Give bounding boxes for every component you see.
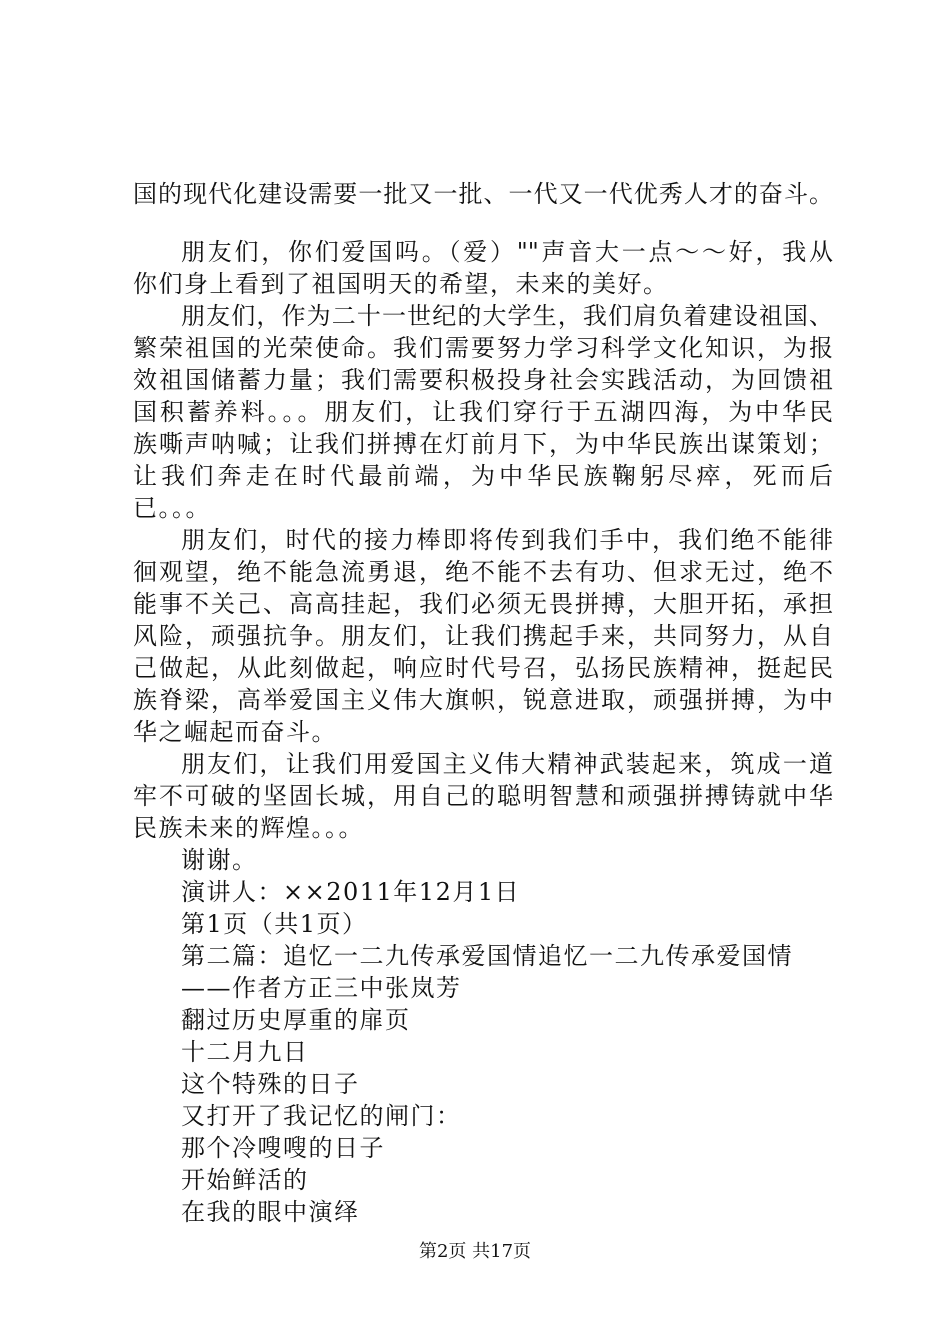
page-number-footer: 第2页 共17页 <box>418 1241 532 1262</box>
text-line: 朋友们，时代的接力棒即将传到我们手中，我们绝不能徘 <box>181 526 833 554</box>
text-line: 徊观望，绝不能急流勇退，绝不能不去有功、但求无过，绝不 <box>133 558 833 586</box>
section-heading: 第二篇：追忆一二九传承爱国情追忆一二九传承爱国情 <box>181 942 793 970</box>
text-line: 谢谢。 <box>181 846 258 874</box>
text-line: 牢不可破的坚固长城，用自己的聪明智慧和顽强拼搏铸就中华 <box>133 782 833 810</box>
text-line: 演讲人：××2011年12月1日 <box>181 878 521 906</box>
text-line: 国的现代化建设需要一批又一批、一代又一代优秀人才的奋斗。 <box>133 180 833 208</box>
text-line: 国积蓄养料。。。朋友们，让我们穿行于五湖四海，为中华民 <box>133 398 833 426</box>
text-line: 能事不关己、高高挂起，我们必须无畏拼搏，大胆开拓，承担 <box>133 590 833 618</box>
poem-line: 在我的眼中演绎 <box>181 1198 360 1226</box>
text-line: 风险，顽强抗争。朋友们，让我们携起手来，共同努力，从自 <box>133 622 833 650</box>
text-line: 己做起，从此刻做起，响应时代号召，弘扬民族精神，挺起民 <box>133 654 833 682</box>
text-line: 族脊梁，高举爱国主义伟大旗帜，锐意进取，顽强拼搏，为中 <box>133 686 833 714</box>
poem-line: 十二月九日 <box>181 1038 309 1066</box>
text-line: 民族未来的辉煌。。。 <box>133 814 364 842</box>
text-line: 朋友们，你们爱国吗。（爱）""声音大一点～～好，我从 <box>181 238 833 266</box>
poem-line: 那个冷嗖嗖的日子 <box>181 1134 385 1162</box>
text-line: 效祖国储蓄力量；我们需要积极投身社会实践活动，为回馈祖 <box>133 366 833 394</box>
text-line: 已。。。 <box>133 494 211 522</box>
poem-line: 翻过历史厚重的扉页 <box>181 1006 411 1034</box>
text-line: 朋友们，让我们用爱国主义伟大精神武装起来，筑成一道 <box>181 750 833 778</box>
poem-line: 又打开了我记忆的闸门： <box>181 1102 462 1130</box>
poem-line: 这个特殊的日子 <box>181 1070 360 1098</box>
author-line: ——作者方正三中张岚芳 <box>181 974 462 1002</box>
text-line: 朋友们，作为二十一世纪的大学生，我们肩负着建设祖国、 <box>181 302 833 330</box>
text-line: 让我们奔走在时代最前端，为中华民族鞠躬尽瘁，死而后 <box>133 462 833 490</box>
text-line: 第1页（共1页） <box>181 910 368 938</box>
text-line: 繁荣祖国的光荣使命。我们需要努力学习科学文化知识，为报 <box>133 334 833 362</box>
poem-line: 开始鲜活的 <box>181 1166 309 1194</box>
text-line: 华之崛起而奋斗。 <box>133 718 337 746</box>
text-line: 你们身上看到了祖国明天的希望，未来的美好。 <box>133 270 669 298</box>
text-line: 族嘶声呐喊；让我们拼搏在灯前月下，为中华民族出谋策划； <box>133 430 833 458</box>
